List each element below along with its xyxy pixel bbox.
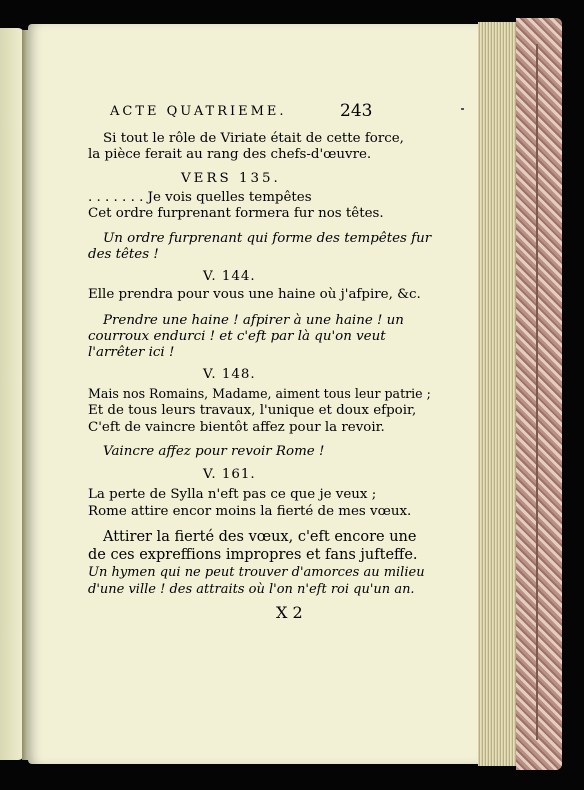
commentary-line: Prendre une haine ! afpirer à une haine ! un (103, 313, 404, 328)
text-line: Cet ordre furprenant formera fur nos têtes. (88, 206, 384, 221)
commentary-line: Attirer la fierté des vœux, c'eft encore une (103, 529, 417, 545)
book-cover (516, 18, 562, 770)
signature-mark: X 2 (276, 603, 303, 622)
text-line: La perte de Sylla n'eft pas ce que je veux ; (88, 487, 377, 502)
page-number: 243 (340, 101, 373, 121)
cover-line (536, 44, 538, 740)
verse-heading: V. 148. (203, 367, 256, 382)
verse-heading: VERS 135. (181, 171, 281, 186)
text-line: Elle prendra pour vous une haine où j'afpire, &c. (88, 287, 421, 302)
verse-heading: V. 161. (203, 467, 256, 482)
commentary-line: courroux endurci ! et c'eft par là qu'on veut (88, 329, 386, 344)
commentary-line: d'une ville ! des attraits où l'on n'eft roi qu'un an. (88, 582, 415, 597)
page-speck (461, 108, 464, 110)
text-line: Mais nos Romains, Madame, aiment tous leur patrie ; (88, 386, 431, 401)
left-page-edge (0, 28, 24, 760)
commentary-line: Un hymen qui ne peut trouver d'amorces au milieu (88, 565, 425, 580)
page-edges (478, 22, 520, 766)
text-line: Si tout le rôle de Viriate était de cette force, (103, 131, 404, 146)
commentary-line: l'arrêter ici ! (88, 345, 175, 360)
text-line: la pièce ferait au rang des chefs-d'œuvre. (88, 147, 372, 162)
text-line: Rome attire encor moins la fierté de mes vœux. (88, 504, 412, 519)
text-line: Et de tous leurs travaux, l'unique et doux efpoir, (88, 403, 417, 418)
commentary-line: Vaincre affez pour revoir Rome ! (103, 444, 325, 459)
running-header: ACTE QUATRIEME. (110, 104, 287, 119)
text-line: C'eft de vaincre bientôt affez pour la revoir. (88, 420, 385, 435)
text-line: . . . . . . . Je vois quelles tempêtes (88, 190, 312, 205)
verse-heading: V. 144. (203, 269, 256, 284)
commentary-line: des têtes ! (88, 247, 159, 262)
commentary-line: de ces expreffions impropres et fans jufteffe. (88, 547, 418, 563)
commentary-line: Un ordre furprenant qui forme des tempêtes fur (103, 231, 432, 246)
